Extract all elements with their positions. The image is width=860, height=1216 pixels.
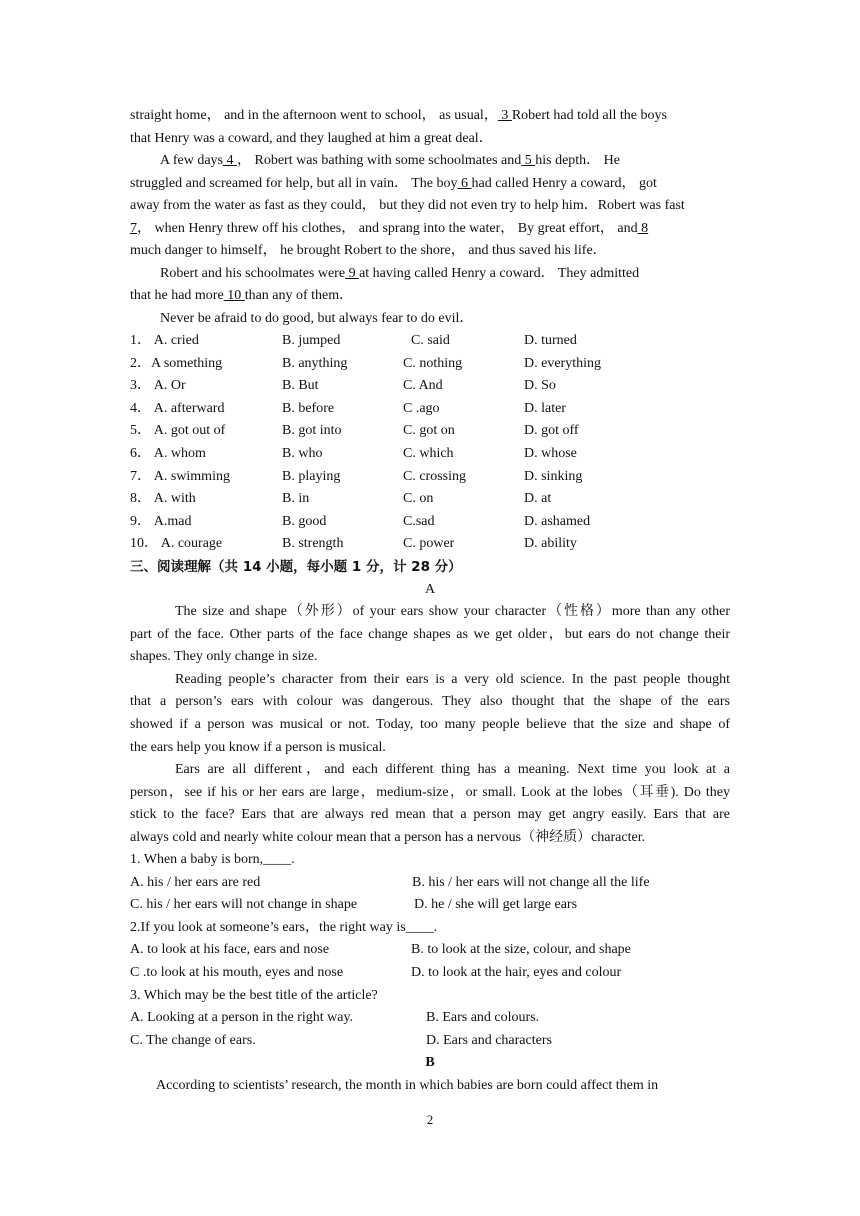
- cloze-option: 1． A. cried: [130, 333, 199, 348]
- cloze-option: D. ability: [524, 536, 577, 552]
- blank-5: 5: [521, 153, 536, 168]
- cloze-option: B. anything: [282, 355, 348, 371]
- passage-a-line: stick to the face? Ears that are always red mean that a person may get angry easily. Ears that are: [130, 807, 730, 823]
- answer-option: B. to look at the size, colour, and shape: [411, 942, 631, 958]
- cloze-option: B. strength: [282, 536, 344, 552]
- passage-text: had called Henry a coward， got: [471, 176, 657, 191]
- passage-line: that Henry was a coward, and they laughed at him a great deal．: [130, 131, 493, 146]
- cloze-option: B. who: [282, 446, 323, 461]
- cloze-option: D. whose: [524, 446, 577, 461]
- passage-line: [160, 263, 730, 285]
- cloze-option: B. But: [282, 378, 319, 394]
- passage-a-line: the ears help you know if a person is musical.: [130, 739, 386, 755]
- passage-line: Never be afraid to do good, but always fear to do evil．: [160, 311, 474, 326]
- passage-a-line: part of the face. Other parts of the face change shapes as we get older，but ears do not change their: [130, 626, 730, 642]
- cloze-option: 3． A. Or: [130, 378, 186, 394]
- question-stem: 1. When a baby is born,____.: [130, 852, 295, 867]
- answer-option: B. Ears and colours.: [426, 1010, 540, 1026]
- cloze-option: D. everything: [524, 355, 601, 371]
- passage-text: Robert and his schoolmates were: [160, 266, 346, 281]
- answer-option: A. to look at his face, ears and nose: [130, 942, 330, 958]
- answer-option: D. he / she will get large ears: [414, 897, 578, 913]
- passage-b-label: B: [425, 1055, 435, 1070]
- cloze-option: C. And: [403, 378, 443, 394]
- answer-option: D. to look at the hair, eyes and colour: [411, 965, 622, 980]
- cloze-option: 7． A. swimming: [130, 468, 230, 484]
- cloze-option: B. before: [282, 400, 335, 416]
- answer-option: C. his / her ears will not change in shape: [130, 897, 358, 913]
- passage-line: [130, 105, 730, 127]
- passage-line: much danger to himself， he brought Robert to the shore， and thus saved his life．: [130, 243, 607, 258]
- passage-text: his depth． He: [535, 153, 620, 168]
- cloze-option: C. power: [403, 536, 455, 552]
- passage-text: at having called Henry a coward． They admitted: [359, 266, 640, 281]
- answer-option: D. Ears and characters: [426, 1032, 552, 1048]
- cloze-option: D. ashamed: [524, 513, 591, 529]
- section-heading: 三、阅读理解（共 14 小题，每小题 1 分，计 28 分）: [130, 559, 462, 575]
- cloze-option: D. at: [524, 491, 552, 507]
- cloze-option: 8． A. with: [130, 491, 196, 507]
- answer-option: A. his / her ears are red: [130, 874, 261, 890]
- blank-8: 8: [637, 221, 649, 236]
- cloze-option: D. sinking: [524, 468, 583, 484]
- passage-a-line: always cold and nearly white colour mean that a person has a nervous（神经质）character.: [130, 830, 646, 845]
- cloze-option: B. playing: [282, 468, 341, 484]
- cloze-option: 5． A. got out of: [130, 423, 226, 439]
- cloze-option: 10． A. courage: [130, 536, 223, 552]
- blank-7: 7: [130, 221, 137, 236]
- page-number: 2: [426, 1112, 434, 1127]
- cloze-option: C.sad: [403, 513, 435, 529]
- answer-option: C. The change of ears.: [130, 1032, 256, 1048]
- blank-9: 9: [345, 266, 360, 281]
- passage-a-label: A: [424, 582, 436, 597]
- cloze-option: 6． A. whom: [130, 446, 206, 461]
- cloze-option: B. in: [282, 491, 310, 507]
- passage-b-line: According to scientists’ research, the month in which babies are born could affect them in: [156, 1078, 659, 1093]
- passage-line: [130, 218, 730, 240]
- blank-6: 6: [457, 176, 472, 191]
- passage-text: ， when Henry threw off his clothes， and sprang into the water， By great effort， and: [137, 221, 638, 236]
- passage-text: Robert had told all the boys: [511, 108, 667, 123]
- answer-option: C .to look at his mouth, eyes and nose: [130, 965, 344, 980]
- cloze-option: C. crossing: [403, 468, 466, 484]
- cloze-option: 2．A something: [130, 355, 223, 371]
- cloze-option: C. which: [403, 446, 454, 461]
- cloze-option: C .ago: [403, 400, 440, 416]
- blank-10: 10: [223, 288, 245, 303]
- cloze-option: C. got on: [403, 423, 455, 439]
- cloze-option: D. got off: [524, 423, 579, 439]
- question-stem: 3. Which may be the best title of the article?: [130, 987, 378, 1003]
- cloze-option: D. So: [524, 378, 556, 394]
- cloze-option: D. later: [524, 400, 566, 416]
- answer-option: A. Looking at a person in the right way.: [130, 1010, 354, 1026]
- cloze-option: B. jumped: [282, 333, 341, 348]
- question-stem: 2.If you look at someone’s ears，the right way is____.: [130, 919, 438, 935]
- passage-text: than any of them．: [244, 288, 354, 303]
- passage-a-line: showed if a person was musical or not. Today, too many people believe that the size and shape of: [130, 717, 730, 732]
- passage-text: that he had more: [130, 288, 224, 303]
- blank-4: 4: [223, 153, 237, 168]
- passage-text: straight home， and in the afternoon went to school， as usual，: [130, 108, 498, 123]
- passage-text: A few days: [160, 153, 223, 168]
- passage-text: ， Robert was bathing with some schoolmates and: [237, 153, 522, 168]
- passage-a-line: shapes. They only change in size.: [130, 649, 318, 665]
- blank-3: 3: [497, 108, 512, 123]
- passage-line: [130, 285, 730, 307]
- cloze-option: C. on: [403, 491, 434, 507]
- passage-line: [130, 173, 730, 195]
- passage-a-line: person，see if his or her ears are large，medium-size，or small. Look at the lobes（耳垂). Do they: [130, 784, 730, 800]
- cloze-option: 9． A.mad: [130, 513, 192, 529]
- cloze-option: C. nothing: [403, 355, 463, 371]
- passage-a-line: Ears are all different，and each different thing has a meaning. Next time you look at a: [175, 762, 730, 778]
- passage-line: [160, 150, 730, 172]
- answer-option: B. his / her ears will not change all the life: [412, 874, 650, 890]
- passage-a-line: that a person’s ears with colour was dangerous. They also thought that the shape of the ears: [130, 694, 730, 710]
- passage-line: away from the water as fast as they could， but they did not even try to help him．Robert was fast: [130, 198, 685, 213]
- passage-a-line: Reading people’s character from their ears is a very old science. In the past people thought: [175, 671, 730, 687]
- cloze-option: B. got into: [282, 423, 342, 439]
- cloze-option: B. good: [282, 513, 327, 529]
- passage-a-line: The size and shape（外形）of your ears show your character（性格）more than any other: [175, 604, 730, 619]
- cloze-option: D. turned: [524, 333, 577, 348]
- passage-text: struggled and screamed for help, but all in vain． The boy: [130, 176, 458, 191]
- cloze-option: 4． A. afterward: [130, 400, 225, 416]
- cloze-option: C. said: [411, 333, 450, 348]
